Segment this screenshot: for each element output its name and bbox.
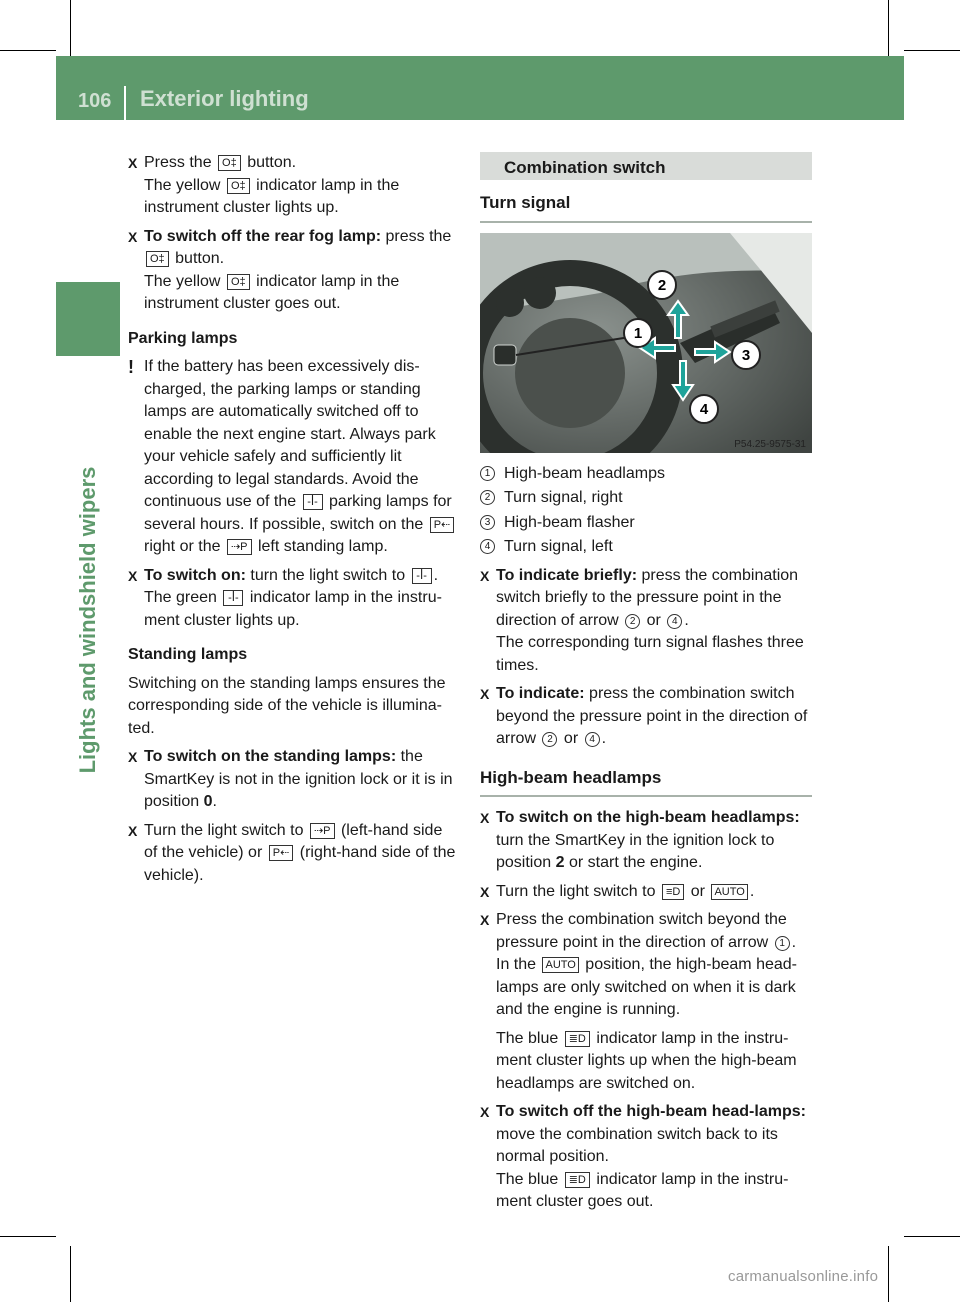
step-text: The blue xyxy=(496,1029,559,1047)
position-value: 2 xyxy=(555,854,565,871)
step-text: The yellow xyxy=(144,176,221,194)
step-text: The yellow xyxy=(144,272,221,290)
instruction-step xyxy=(128,820,460,888)
callout-4: 4 xyxy=(699,400,709,418)
auto-light-icon: AUTO xyxy=(542,957,578,973)
arrow-ref: 4 xyxy=(667,614,682,629)
step-text: indicator lamp in the instrument cluster goes out. xyxy=(144,272,400,312)
legend-item xyxy=(480,536,812,559)
instruction-step xyxy=(480,807,812,875)
arrow-ref: 2 xyxy=(542,732,557,747)
paragraph: Switching on the standing lamps ensures the corresponding side of the vehicle is illumina-ted. xyxy=(128,674,446,737)
instruction-step xyxy=(128,746,460,814)
step-arrow-icon: X xyxy=(128,155,138,171)
subsection-heading: Parking lamps xyxy=(128,329,238,347)
step-bold: To indicate: xyxy=(496,685,585,702)
instruction-step xyxy=(480,881,812,904)
instruction-step xyxy=(480,909,812,1095)
side-tab-marker xyxy=(56,282,120,356)
step-text: turn the light switch to xyxy=(250,566,406,584)
callout-1: 1 xyxy=(633,324,643,342)
step-text: indicator lamp in the instrument cluster lights up. xyxy=(144,176,400,216)
warning-note xyxy=(128,356,460,559)
crop-mark xyxy=(70,1246,71,1302)
header-divider xyxy=(124,86,126,120)
step-text: press the combination switch beyond the pressure point in the direction of arrow xyxy=(496,685,808,747)
warning-text: right or the xyxy=(144,538,221,555)
photo-code: P54.25-9575-31 xyxy=(734,438,806,450)
step-text: turn the SmartKey in the ignition lock to position xyxy=(496,831,775,871)
step-bold: To switch on the high-beam headlamps: xyxy=(496,809,800,826)
position-value: 0 xyxy=(203,793,213,810)
step-text: indicator lamp in the instru-ment cluster goes out. xyxy=(496,1170,789,1210)
step-text: the SmartKey is not in the ignition lock or it is in position xyxy=(144,748,453,810)
step-arrow-icon: X xyxy=(480,686,490,702)
step-arrow-icon: X xyxy=(480,883,490,900)
page-title: Exterior lighting xyxy=(140,86,309,111)
legend-text: High-beam headlamps xyxy=(504,464,665,482)
step-text: The blue xyxy=(496,1170,559,1188)
step-text: The green xyxy=(144,589,217,606)
legend-text: Turn signal, right xyxy=(504,489,623,506)
instruction-step xyxy=(480,683,812,751)
step-arrow-icon: X xyxy=(128,567,138,584)
crop-mark xyxy=(0,1236,56,1237)
crop-mark xyxy=(888,1246,889,1302)
low-beam-icon: ≡D xyxy=(662,884,684,900)
arrow-ref: 1 xyxy=(775,936,790,951)
legend-text: Turn signal, left xyxy=(504,538,613,555)
step-text: indicator lamp in the instru-ment cluster lights up when the high-beam headlamps are switched on. xyxy=(496,1029,797,1092)
legend-number: 4 xyxy=(480,539,495,554)
left-standing-lamp-icon: ⇢P xyxy=(310,823,335,839)
step-text: Press the combination switch beyond the pressure point in the direction of arrow xyxy=(496,911,787,951)
step-text: position, the high-beam head-lamps are only switched on when it is dark and the engine is running. xyxy=(496,956,797,1018)
side-tab-label: Lights and windshield wipers xyxy=(75,466,100,774)
legend-item xyxy=(480,487,812,510)
instruction-step xyxy=(480,1101,812,1214)
section-heading: High-beam headlamps xyxy=(480,767,812,798)
legend-number: 3 xyxy=(480,515,495,530)
arrow-ref: 2 xyxy=(625,614,640,629)
legend-text: High-beam flasher xyxy=(504,513,635,531)
instruction-step xyxy=(128,152,460,220)
left-column xyxy=(128,152,460,893)
crop-mark xyxy=(904,1236,960,1237)
step-arrow-icon: X xyxy=(480,810,490,826)
step-text: or xyxy=(563,730,579,747)
step-text: (right-hand side of the vehicle). xyxy=(144,844,456,884)
instruction-step xyxy=(480,565,812,678)
rear-fog-lamp-icon: O‡ xyxy=(227,274,250,290)
crop-mark xyxy=(904,50,960,51)
step-arrow-icon: X xyxy=(128,822,138,839)
step-text: Press the xyxy=(144,154,212,171)
combination-switch-photo xyxy=(480,233,812,453)
legend-number: 2 xyxy=(480,490,495,505)
step-text: move the combination switch back to its normal position. xyxy=(496,1125,778,1165)
right-standing-lamp-icon: P⇠ xyxy=(269,845,294,861)
high-beam-icon: ≣D xyxy=(565,1172,590,1188)
step-text: . xyxy=(212,793,217,810)
step-text: indicator lamp in the instru-ment cluster lights up. xyxy=(144,589,442,629)
warning-text: parking lamps for several hours. If possible, switch on the xyxy=(144,493,452,533)
step-text: press the xyxy=(385,227,452,245)
left-standing-lamp-icon: ⇢P xyxy=(227,539,252,555)
parking-lamp-icon: -ꟾ- xyxy=(223,590,243,606)
legend-item xyxy=(480,463,812,486)
step-text: . xyxy=(749,882,755,900)
warning-text: left standing lamp. xyxy=(257,538,388,555)
step-text: . xyxy=(791,933,797,951)
photo-illustration xyxy=(480,233,812,453)
parking-lamp-icon: -ꟾ- xyxy=(412,568,432,584)
step-text: Turn the light switch to xyxy=(144,821,304,839)
rear-fog-lamp-icon: O‡ xyxy=(218,155,241,171)
step-arrow-icon: X xyxy=(128,749,138,765)
step-text: (left-hand side of the vehicle) or xyxy=(144,821,443,861)
crop-mark xyxy=(70,0,71,56)
high-beam-icon: ≣D xyxy=(565,1031,590,1047)
section-heading: Turn signal xyxy=(480,192,812,223)
step-text: or xyxy=(690,882,705,900)
step-text: . xyxy=(433,566,439,584)
step-text: . xyxy=(601,730,607,747)
step-text: Turn the light switch to xyxy=(496,882,656,900)
step-text: button. xyxy=(175,250,225,267)
step-text: The corresponding turn signal flashes three times. xyxy=(496,634,804,674)
crop-mark xyxy=(888,0,889,56)
auto-light-icon: AUTO xyxy=(711,884,747,900)
subsection-heading: Standing lamps xyxy=(128,646,248,663)
right-column xyxy=(480,152,812,1220)
parking-lamp-icon: -ꟾ- xyxy=(303,494,323,510)
legend-number: 1 xyxy=(480,466,495,481)
step-text: button. xyxy=(247,154,297,171)
callout-3: 3 xyxy=(741,346,751,364)
section-title: Combination switch xyxy=(480,152,812,180)
arrow-ref: 4 xyxy=(585,732,600,747)
instruction-step xyxy=(128,226,460,316)
step-text: or start the engine. xyxy=(568,854,703,871)
step-bold: To indicate briefly: xyxy=(496,566,638,584)
legend-item xyxy=(480,512,812,535)
page-number: 106 xyxy=(78,90,112,112)
step-text: or xyxy=(646,611,661,629)
step-bold: To switch off the high-beam head-lamps: xyxy=(496,1103,806,1120)
right-standing-lamp-icon: P⇠ xyxy=(430,517,455,533)
step-text: . xyxy=(684,611,689,629)
step-text: press the combination switch briefly to the pressure point in the direction of arrow xyxy=(496,566,799,629)
step-paragraph xyxy=(496,1028,812,1096)
step-arrow-icon: X xyxy=(128,228,138,245)
step-arrow-icon: X xyxy=(480,1104,490,1120)
step-text: In the xyxy=(496,956,537,973)
rear-fog-lamp-icon: O‡ xyxy=(227,178,250,194)
warning-icon: ! xyxy=(128,357,134,377)
step-bold: To switch on the standing lamps: xyxy=(144,748,397,765)
crop-mark xyxy=(0,50,56,51)
step-bold: To switch off the rear fog lamp: xyxy=(144,227,382,245)
callout-2: 2 xyxy=(657,276,667,294)
rear-fog-lamp-icon: O‡ xyxy=(146,251,169,267)
warning-text: If the battery has been excessively dis-charged, the parking lamps or standing lamps are automatically switched off to enable the next engine start. Always park your vehicle safely and sufficiently lit according to legal standards. Avoid the continuous use of the xyxy=(144,358,436,510)
step-arrow-icon: X xyxy=(480,567,490,584)
instruction-step xyxy=(128,565,460,633)
step-arrow-icon: X xyxy=(480,912,490,928)
step-bold: To switch on: xyxy=(144,566,246,584)
watermark: carmanualsonline.info xyxy=(728,1268,879,1285)
